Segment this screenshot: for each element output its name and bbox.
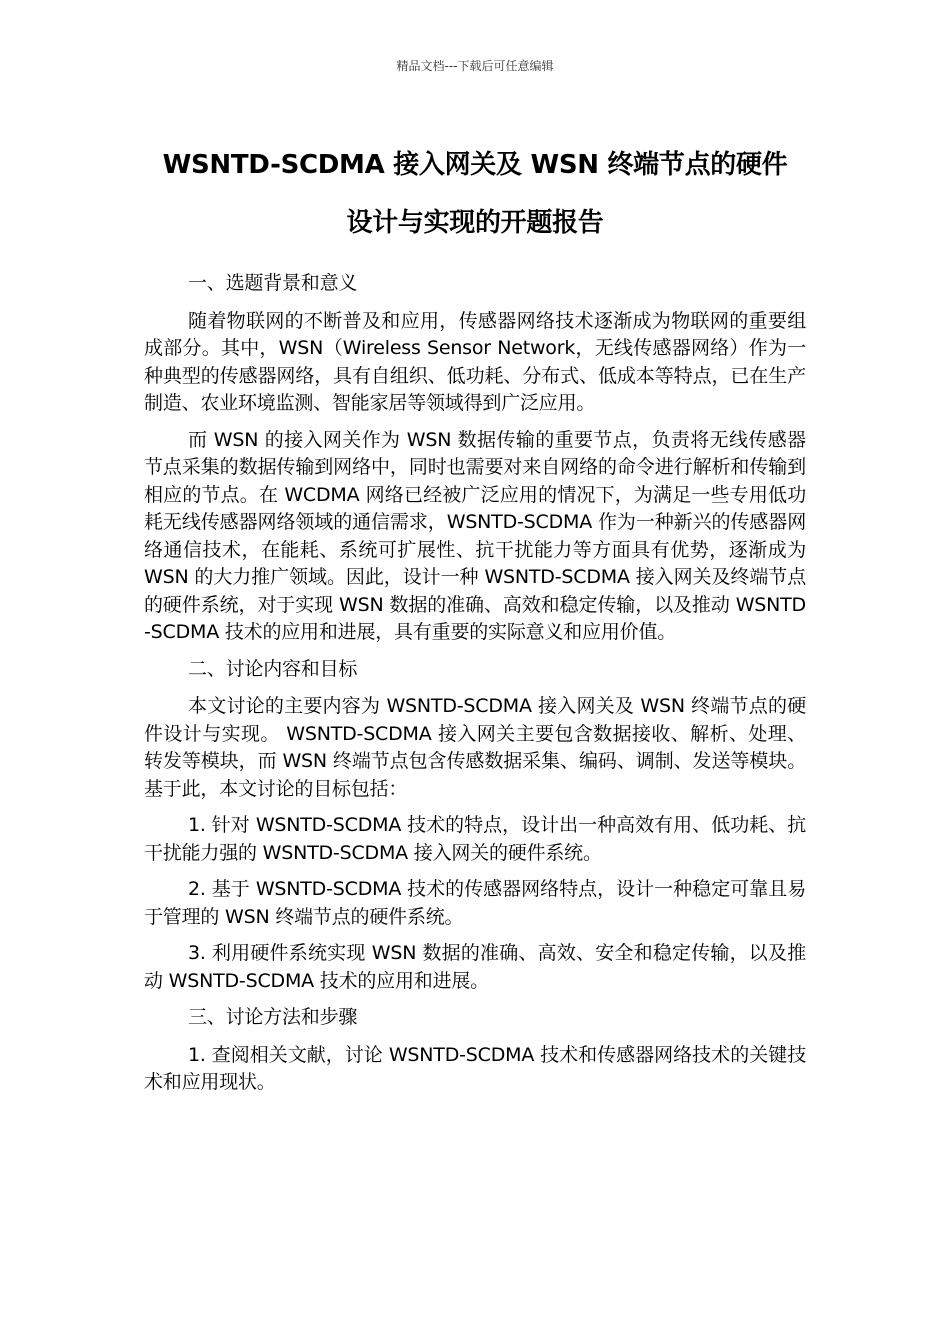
section-3-heading: 三、讨论方法和步骤 bbox=[188, 1006, 358, 1028]
section-1-paragraph-1: 随着物联网的不断普及和应用，传感器网络技术逐渐成为物联网的重要组成部分。其中，WSN（Wireless Sensor Network，无线传感器网络）作为一种典型的传感器网络，具有自组织、低功耗、分布式、低成本等特点，已在生产制造、农业环境监测、智能家居等领域得到广泛应用。 bbox=[144, 309, 806, 414]
section-2-goal-3: 3. 利用硬件系统实现 WSN 数据的准确、高效、安全和稳定传输，以及推动 WSNTD-SCDMA 技术的应用和进展。 bbox=[144, 942, 806, 992]
section-1-paragraph-2: 而 WSN 的接入网关作为 WSN 数据传输的重要节点，负责将无线传感器节点采集的数据传输到网络中，同时也需要对来自网络的命令进行解析和传输到相应的节点。在 WCDMA 网络已经被广泛应用的情况下，为满足一些专用低功耗无线传感器网络领域的通信需求，WSNTD-SCDMA 作为一种新兴的传感器网络通信技术，在能耗、系统可扩展性、抗干扰能力等方面具有优势，逐渐成为 WSN 的大力推广领域。因此，设计一种 WSNTD-SCDMA 接入网关及终端节点的硬件系统，对于实现 WSN 数据的准确、高效和稳定传输，以及推动 WSNTD-SCDMA 技术的应用和进展，具有重要的实际意义和应用价值。 bbox=[144, 428, 806, 643]
section-2-heading: 二、讨论内容和目标 bbox=[188, 657, 358, 680]
section-1-heading: 一、选题背景和意义 bbox=[188, 272, 358, 294]
document-title bbox=[120, 136, 830, 252]
section-2-goal-1: 1. 针对 WSNTD-SCDMA 技术的特点，设计出一种高效有用、低功耗、抗干扰能力强的 WSNTD-SCDMA 接入网关的硬件系统。 bbox=[144, 814, 806, 864]
section-2-paragraph-1: 本文讨论的主要内容为 WSNTD-SCDMA 接入网关及 WSN 终端节点的硬件设计与实现。 WSNTD-SCDMA 接入网关主要包含数据接收、解析、处理、转发等模块，而 WSN 终端节点包含传感数据采集、编码、调制、发送等模块。基于此，本文讨论的目标包括： bbox=[144, 695, 806, 800]
section-3-step-1: 1. 查阅相关文献，讨论 WSNTD-SCDMA 技术和传感器网络技术的关键技术和应用现状。 bbox=[144, 1043, 806, 1093]
section-2-goal-2: 2. 基于 WSNTD-SCDMA 技术的传感器网络特点，设计一种稳定可靠且易于管理的 WSN 终端节点的硬件系统。 bbox=[144, 878, 806, 928]
header-note: 精品文档---下载后可任意编辑 bbox=[396, 59, 554, 73]
title-line-1: WSNTD-SCDMA 接入网关及 WSN 终端节点的硬件 bbox=[162, 150, 788, 180]
title-line-2: 设计与实现的开题报告 bbox=[346, 208, 604, 238]
document-body bbox=[144, 270, 806, 1106]
